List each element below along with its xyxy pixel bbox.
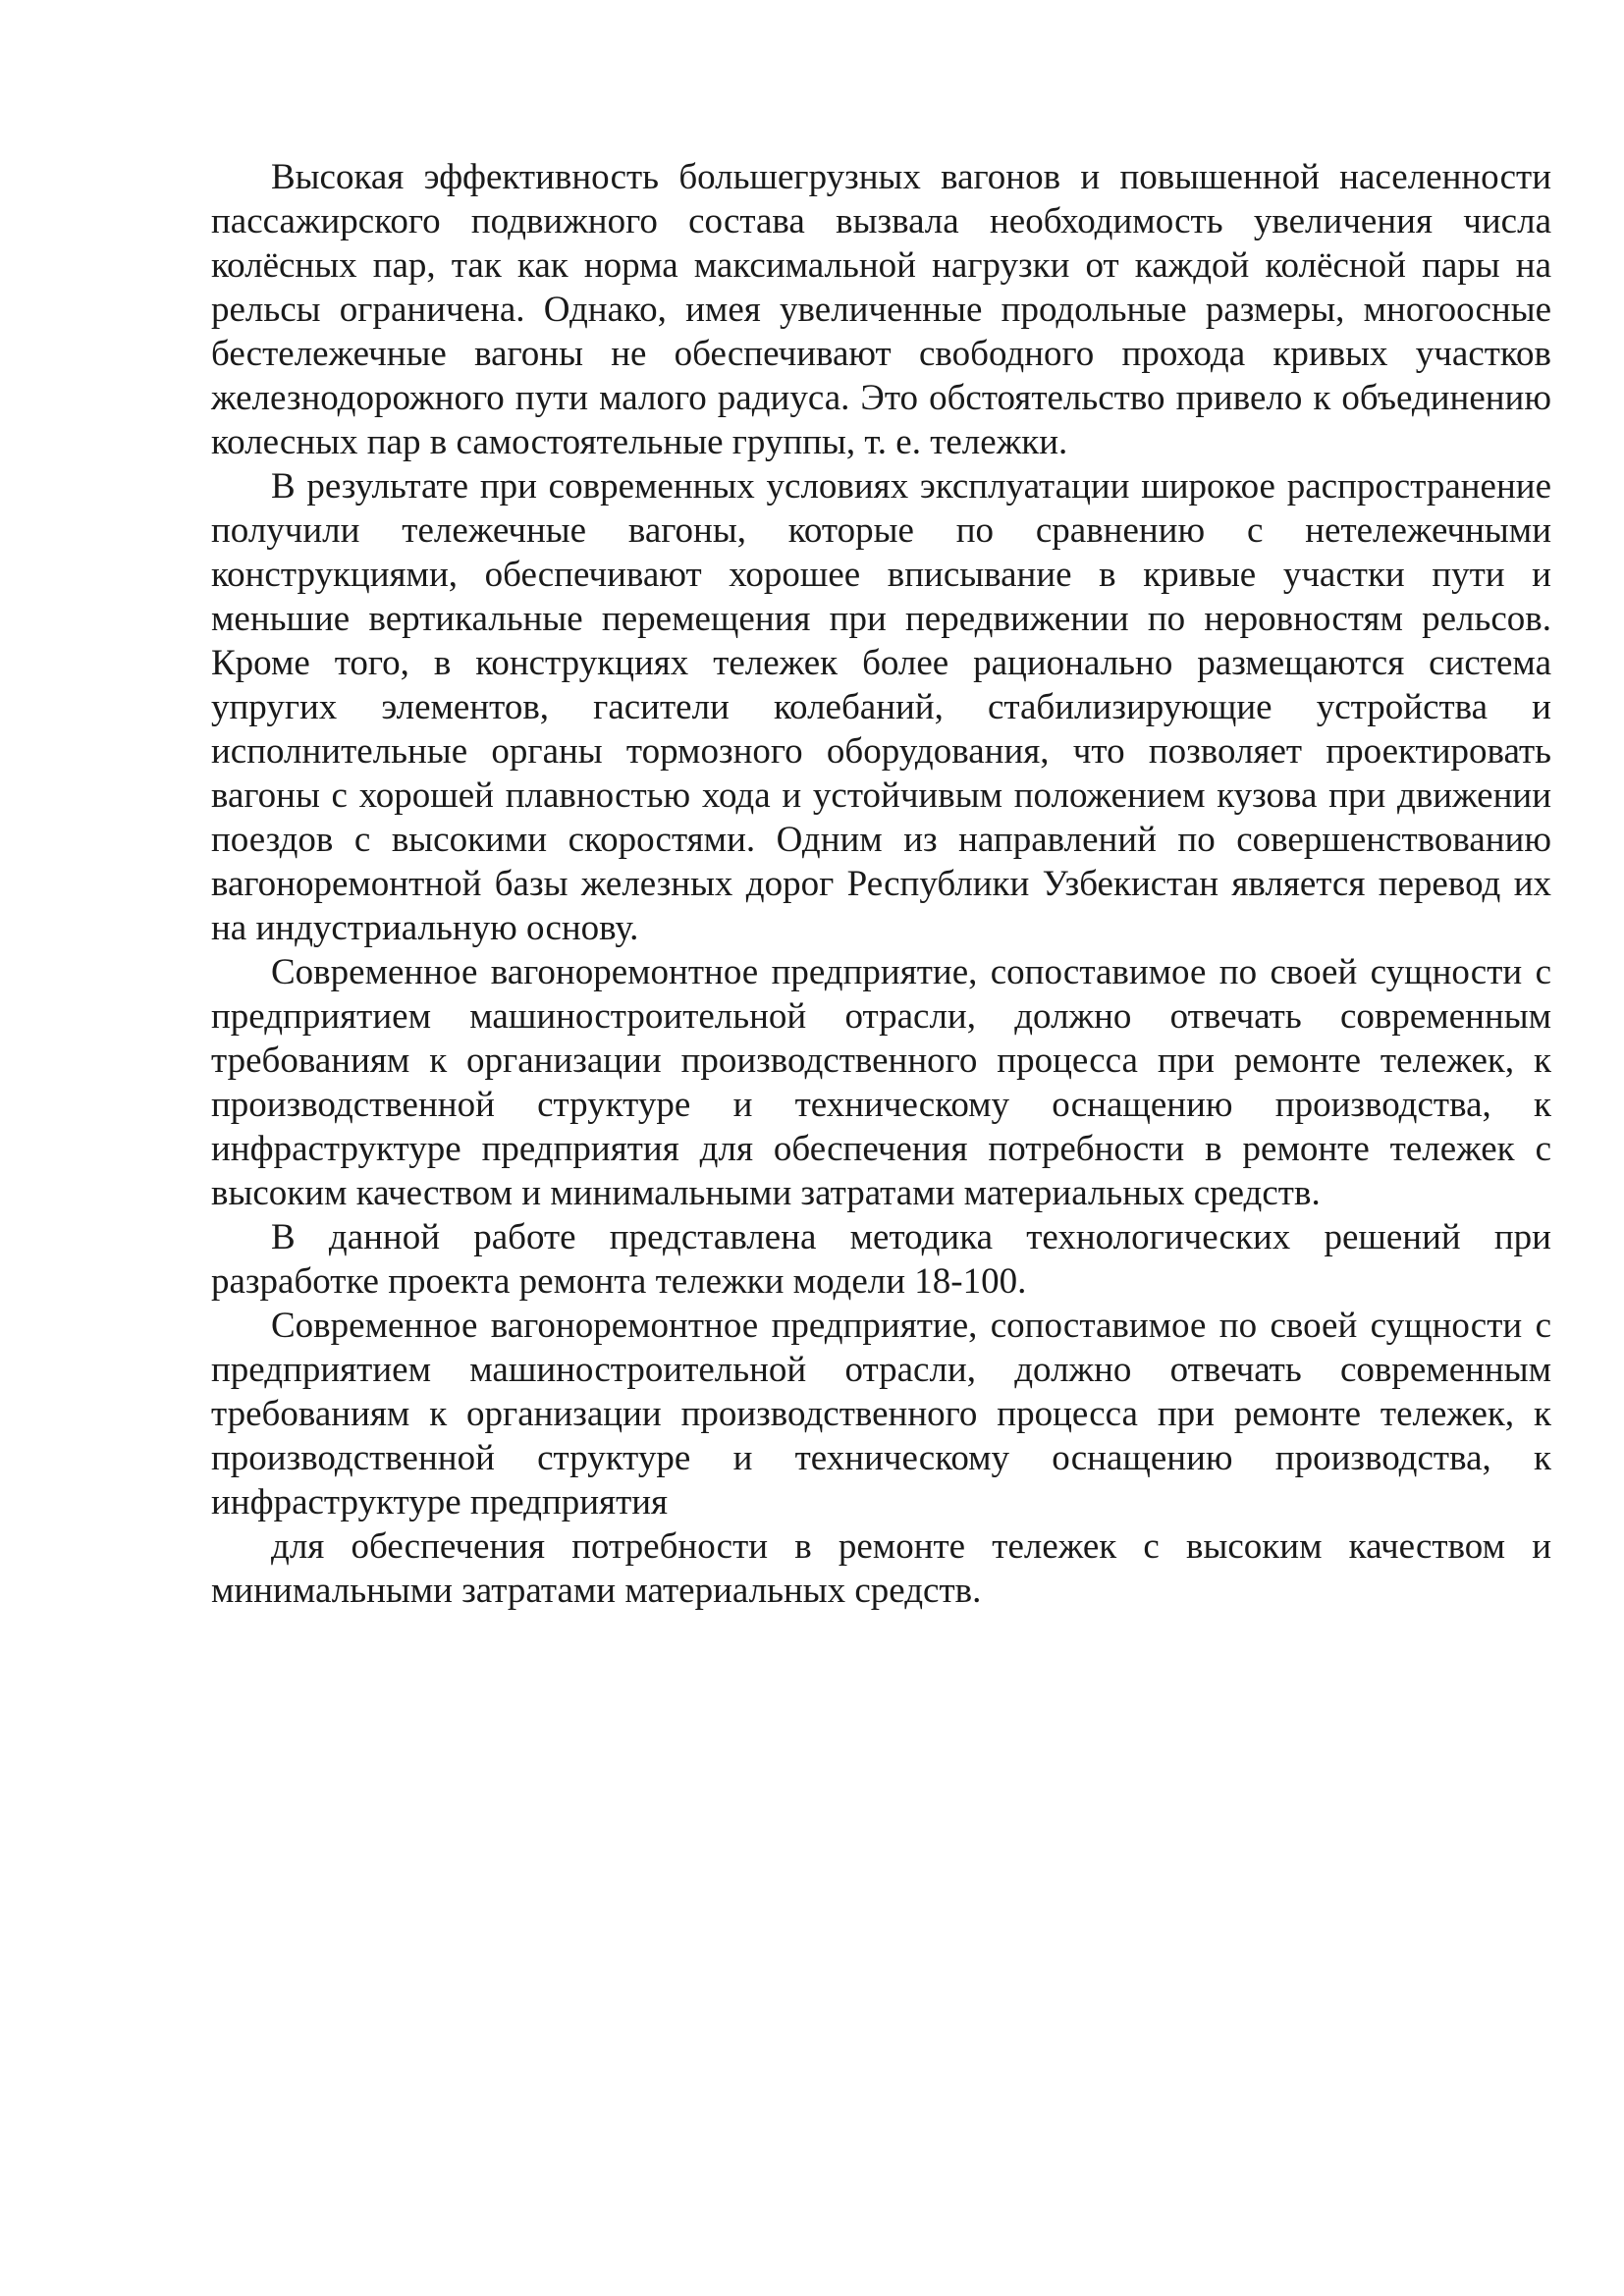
paragraph: для обеспечения потребности в ремонте тележек с высоким качеством и минимальными затратами материальных средств. <box>211 1526 1551 1611</box>
body-text <box>211 155 1551 1613</box>
paragraph: В результате при современных условиях эксплуатации широкое распространение получили тележечные вагоны, которые по сравнению с нетележечными конструкциями, обеспечивают хорошее вписывание в кривые участки пути и меньшие вертикальные перемещения при передвижении по неровностям рельсов. Кроме того, в конструкциях тележек более рационально размещаются система упругих элементов, гасители колебаний, стабилизирующие устройства и исполнительные органы тормозного оборудования, что позволяет проектировать вагоны с хорошей плавностью хода и устойчивым положением кузова при движении поездов с высокими скоростями. Одним из направлений по совершенствованию вагоноремонтной базы железных дорог Республики Узбекистан является перевод их на индустриальную основу. <box>211 466 1551 948</box>
paragraph: Высокая эффективность большегрузных вагонов и повышенной населенности пассажирского подвижного состава вызвала необходимость увеличения числа колёсных пар, так как норма максимальной нагрузки от каждой колёсной пары на рельсы ограничена. Однако, имея увеличенные продольные размеры, многоосные бестележечные вагоны не обеспечивают свободного прохода кривых участков железнодорожного пути малого радиуса. Это обстоятельство привело к объединению колесных пар в самостоятельные группы, т. е. тележки. <box>211 157 1551 462</box>
paragraph: Современное вагоноремонтное предприятие, сопоставимое по своей сущности с предприятием машиностроительной отрасли, должно отвечать современным требованиям к организации производственного процесса при ремонте тележек, к производственной структуре и техническому оснащению производства, к инфраструктуре предприятия для обеспечения потребности в ремонте тележек с высоким качеством и минимальными затратами материальных средств. <box>211 952 1551 1213</box>
paragraph: В данной работе представлена методика технологических решений при разработке проекта ремонта тележки модели 18-100. <box>211 1217 1551 1302</box>
paragraph: Современное вагоноремонтное предприятие, сопоставимое по своей сущности с предприятием машиностроительной отрасли, должно отвечать современным требованиям к организации производственного процесса при ремонте тележек, к производственной структуре и техническому оснащению производства, к инфраструктуре предприятия <box>211 1306 1551 1522</box>
